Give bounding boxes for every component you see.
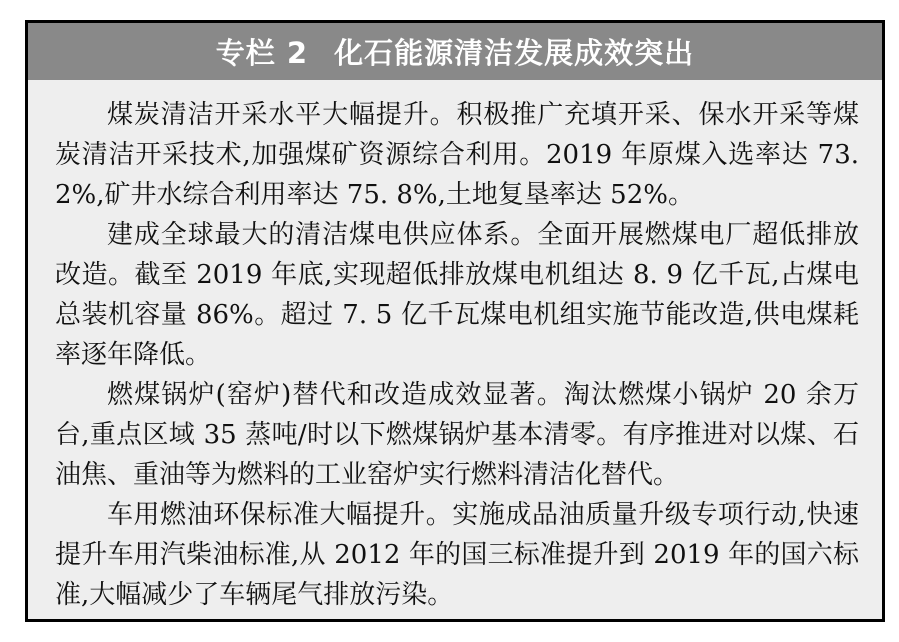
column-body (28, 80, 882, 619)
column-box (25, 20, 885, 622)
column-label: 专栏 2 (215, 36, 309, 70)
paragraph-vehicle-fuel: 车用燃油环保标准大幅提升。实施成品油质量升级专项行动,快速提升车用汽柴油标准,从 2012 年的国三标准提升到 2019 年的国六标准,大幅减少了车辆尾气排放污染。 (55, 500, 859, 610)
column-header (28, 23, 882, 80)
column-title: 化石能源清洁发展成效突出 (334, 36, 695, 70)
paragraph-coal-mining: 煤炭清洁开采水平大幅提升。积极推广充填开采、保水开采等煤炭清洁开采技术,加强煤矿资源综合利用。2019 年原煤入选率达 73. 2%,矿井水综合利用率达 75. 8%,土地复垦率达 52%。 (55, 100, 859, 210)
paragraph-coal-power: 建成全球最大的清洁煤电供应体系。全面开展燃煤电厂超低排放改造。截至 2019 年底,实现超低排放煤电机组达 8. 9 亿千瓦,占煤电总装机容量 86%。超过 7. 5 亿千瓦煤电机组实施节能改造,供电煤耗率逐年降低。 (55, 220, 859, 370)
paragraph-boilers: 燃煤锅炉(窑炉)替代和改造成效显著。淘汰燃煤小锅炉 20 余万台,重点区域 35 蒸吨/时以下燃煤锅炉基本清零。有序推进对以煤、石油焦、重油等为燃料的工业窑炉实行燃料清洁化替代。 (55, 380, 859, 490)
